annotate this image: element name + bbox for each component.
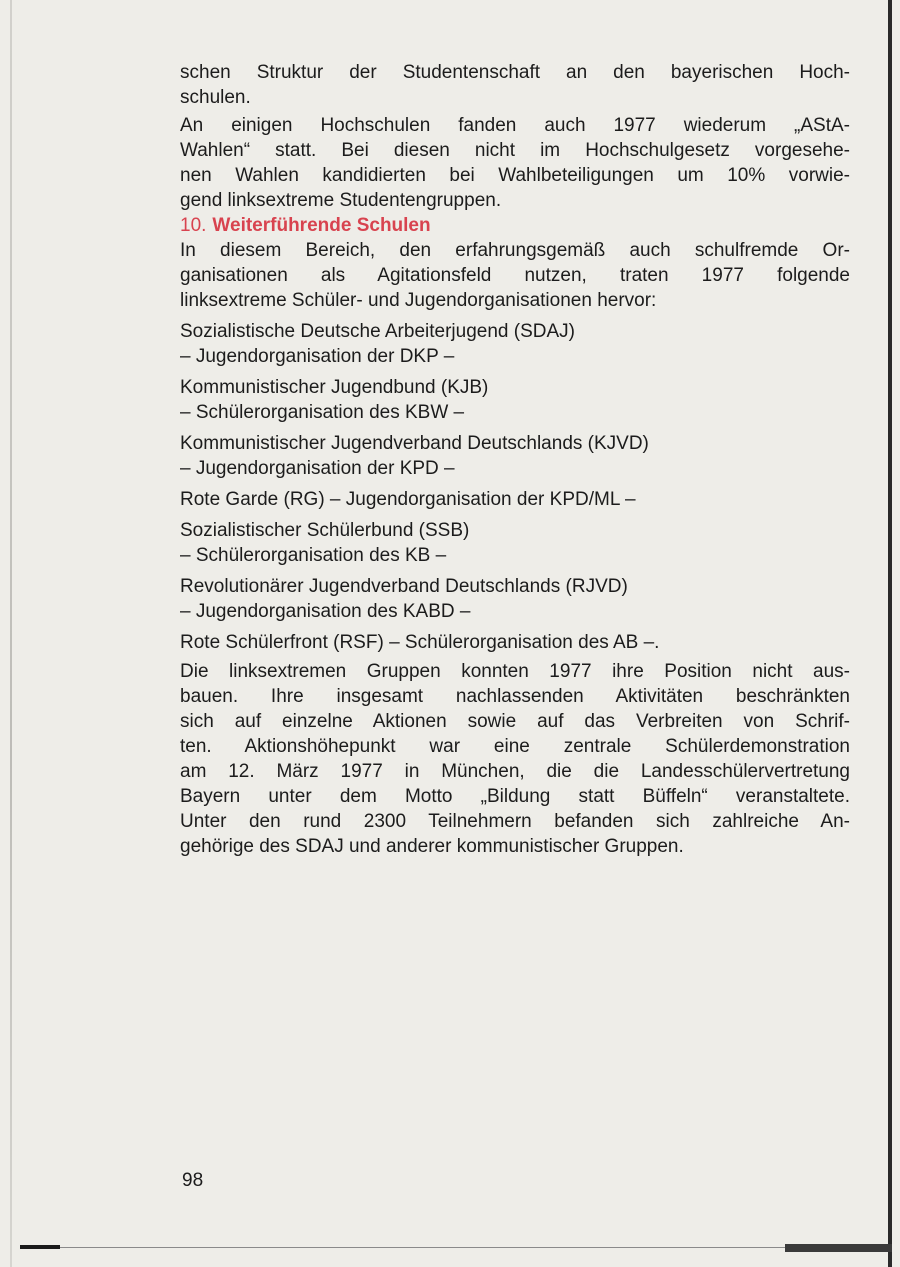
bottom-scan-mark — [785, 1244, 892, 1252]
section-number: 10. — [180, 215, 207, 236]
section-intro-line: ganisationen als Agitationsfeld nutzen, traten 1977 folgende — [180, 265, 850, 286]
organisation-entry — [180, 630, 850, 655]
organisation-entry — [180, 487, 850, 512]
closing-line: Die linksextremen Gruppen konnten 1977 ihre Position nicht aus- — [180, 661, 850, 682]
asta-line-last: gend linksextreme Studentengruppen. — [180, 190, 502, 211]
page-number: 98 — [182, 1170, 204, 1191]
closing-line: Bayern unter dem Motto „Bildung statt Büffeln“ veranstaltete. — [180, 786, 850, 807]
organisation-role: – Schülerorganisation des KB – — [180, 545, 447, 566]
section-heading — [180, 213, 850, 238]
closing-line: ten. Aktionshöhepunkt war eine zentrale Schülerdemonstration — [180, 736, 850, 757]
closing-line: bauen. Ihre insgesamt nachlassenden Aktivitäten beschränkten — [180, 686, 850, 707]
organisation-role: – Jugendorganisation der DKP – — [180, 346, 455, 367]
closing-line-last: gehörige des SDAJ und anderer kommunistischer Gruppen. — [180, 836, 684, 857]
organisation-entry — [180, 375, 850, 425]
asta-line: An einigen Hochschulen fanden auch 1977 wiederum „AStA- — [180, 115, 850, 136]
section-title: Weiterführende Schulen — [212, 215, 431, 236]
page-edge-left — [10, 0, 12, 1267]
section-intro-line: In diesem Bereich, den erfahrungsgemäß auch schulfremde Or- — [180, 240, 850, 261]
organisation-name: Rote Garde (RG) – Jugendorganisation der KPD/ML – — [180, 489, 636, 510]
organisation-name: Kommunistischer Jugendbund (KJB) — [180, 377, 489, 398]
organisation-entry — [180, 431, 850, 481]
organisation-name: Sozialistischer Schülerbund (SSB) — [180, 520, 470, 541]
organisation-entry — [180, 518, 850, 568]
organisation-name: Sozialistische Deutsche Arbeiterjugend (SDAJ) — [180, 321, 575, 342]
organisation-list — [180, 319, 850, 655]
organisation-role: – Jugendorganisation der KPD – — [180, 458, 455, 479]
bottom-line — [60, 1247, 785, 1248]
closing-paragraph — [180, 659, 850, 859]
intro-line-last: schulen. — [180, 87, 251, 108]
page-edge-right — [888, 0, 892, 1267]
organisation-name: Revolutionärer Jugendverband Deutschlands (RJVD) — [180, 576, 628, 597]
section-intro-line-last: linksextreme Schüler- und Jugendorganisationen hervor: — [180, 290, 657, 311]
closing-line: am 12. März 1977 in München, die die Landesschülervertretung — [180, 761, 850, 782]
asta-line: Wahlen“ statt. Bei diesen nicht im Hochschulgesetz vorgesehe- — [180, 140, 850, 161]
closing-line: sich auf einzelne Aktionen sowie auf das Verbreiten von Schrif- — [180, 711, 850, 732]
organisation-name: Rote Schülerfront (RSF) – Schülerorganisation des AB –. — [180, 632, 660, 653]
closing-line: Unter den rund 2300 Teilnehmern befanden sich zahlreiche An- — [180, 811, 850, 832]
intro-line: schen Struktur der Studentenschaft an den bayerischen Hoch- — [180, 62, 850, 83]
organisation-name: Kommunistischer Jugendverband Deutschlands (KJVD) — [180, 433, 649, 454]
bottom-rule — [20, 1245, 60, 1249]
organisation-role: – Jugendorganisation des KABD – — [180, 601, 471, 622]
organisation-role: – Schülerorganisation des KBW – — [180, 402, 465, 423]
asta-line: nen Wahlen kandidierten bei Wahlbeteiligungen um 10% vorwie- — [180, 165, 850, 186]
page-content — [180, 60, 850, 859]
organisation-entry — [180, 574, 850, 624]
organisation-entry — [180, 319, 850, 369]
